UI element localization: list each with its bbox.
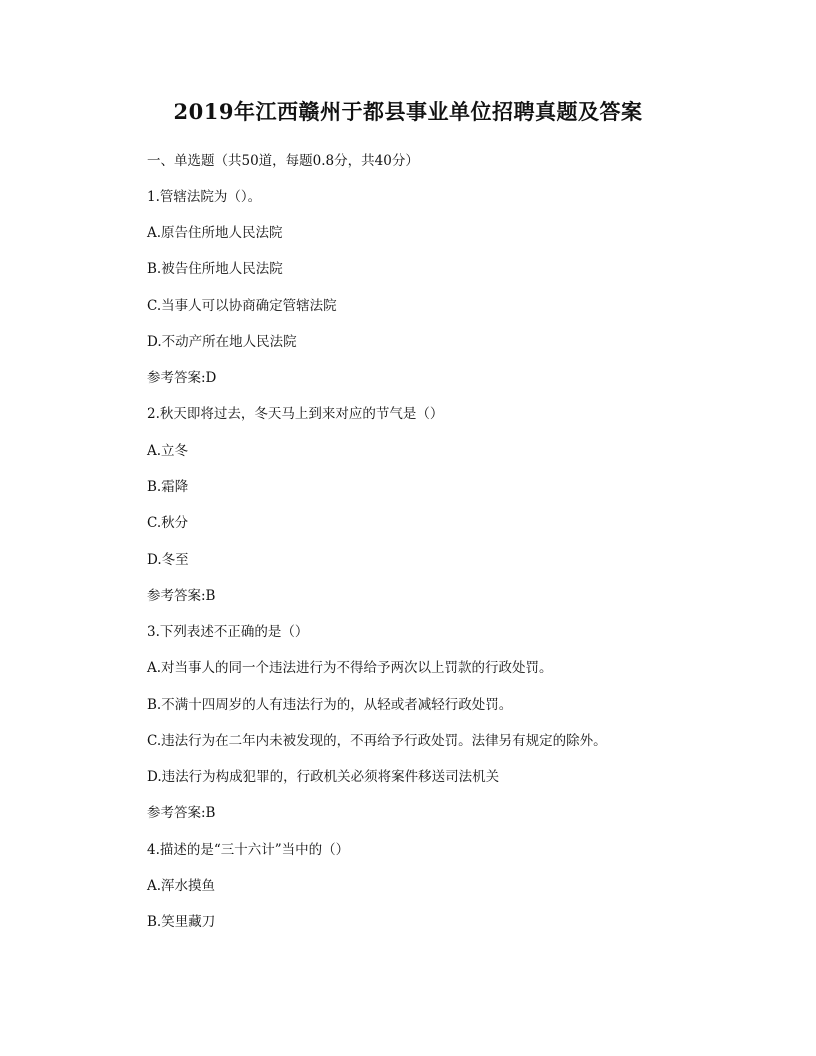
question-1-answer: 参考答案:D <box>147 370 217 386</box>
question-1-option-c: C.当事人可以协商确定管辖法院 <box>147 298 337 314</box>
question-2-option-a: A.立冬 <box>147 443 189 459</box>
question-1-stem: 1.管辖法院为（）。 <box>147 189 262 205</box>
question-3-option-d: D.违法行为构成犯罪的，行政机关必须将案件移送司法机关 <box>147 769 500 785</box>
question-1-option-a: A.原告住所地人民法院 <box>147 225 283 241</box>
question-4-option-a: A.浑水摸鱼 <box>147 878 216 894</box>
question-4-stem: 4.描述的是“三十六计”当中的（） <box>147 842 350 858</box>
question-3-stem: 3.下列表述不正确的是（） <box>147 624 309 640</box>
question-3-option-b: B.不满十四周岁的人有违法行为的，从轻或者减轻行政处罚。 <box>147 697 513 713</box>
question-2-answer: 参考答案:B <box>147 588 216 604</box>
question-3-option-a: A.对当事人的同一个违法进行为不得给予两次以上罚款的行政处罚。 <box>147 660 553 676</box>
section-header: 一、单选题（共50道，每题0.8分，共40分） <box>147 153 419 169</box>
question-1-option-d: D.不动产所在地人民法院 <box>147 334 297 350</box>
question-2-option-c: C.秋分 <box>147 515 189 531</box>
question-1-option-b: B.被告住所地人民法院 <box>147 261 283 277</box>
document-title: 2019年江西赣州于都县事业单位招聘真题及答案 <box>173 99 643 124</box>
question-4-option-b: B.笑里藏刀 <box>147 914 216 930</box>
question-3-answer: 参考答案:B <box>147 805 216 821</box>
question-2-option-b: B.霜降 <box>147 479 189 495</box>
question-3-option-c: C.违法行为在二年内未被发现的，不再给予行政处罚。法律另有规定的除外。 <box>147 733 607 749</box>
question-2-option-d: D.冬至 <box>147 552 189 568</box>
question-2-stem: 2.秋天即将过去，冬天马上到来对应的节气是（） <box>147 406 444 422</box>
